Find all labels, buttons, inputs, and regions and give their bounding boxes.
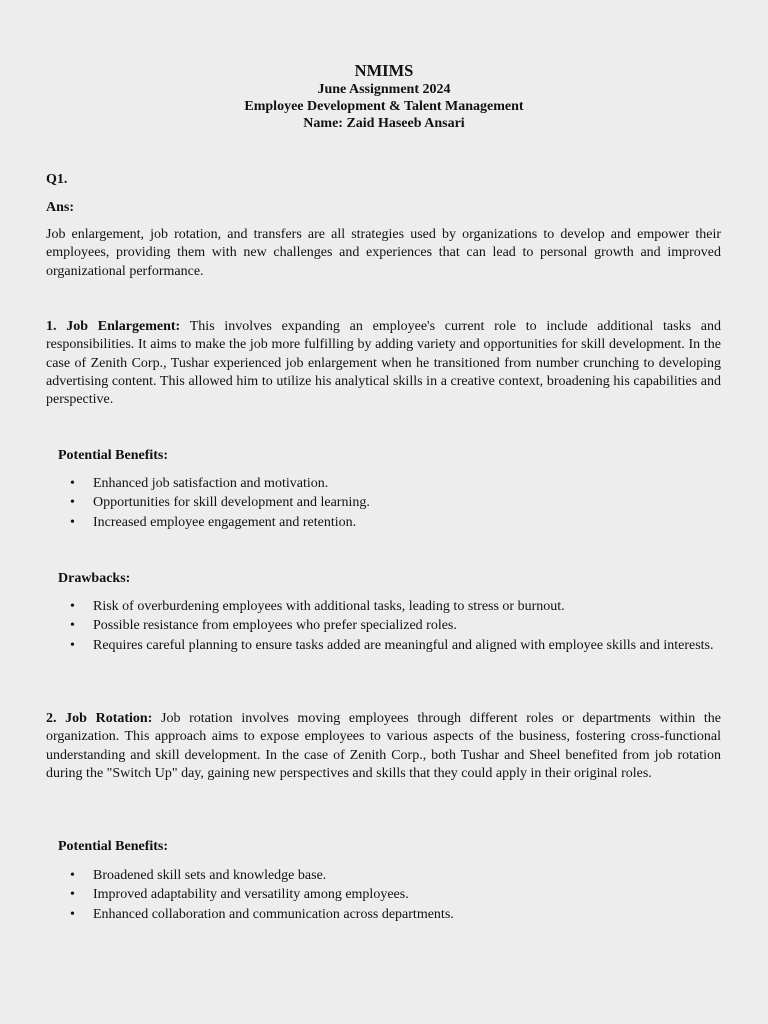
assignment-title: June Assignment 2024: [317, 82, 451, 97]
job-enlargement-body: This involves expanding an employee's current role to include additional tasks and responsibilities. It aims to make the job more fulfilling by adding variety and opportunities for skill development. In the case of Zenith Corp., Tushar experienced job enlargement when he transitioned from number crunching to developing advertising content. This allowed him to utilize his analytical skills in a creative context, broadening his capabilities and perspective.: [46, 319, 722, 408]
list-item: • Enhanced job satisfaction and motivation.: [0, 475, 722, 493]
bullet-icon: •: [70, 637, 75, 653]
job-enlargement-heading: 1. Job Enlargement:: [46, 319, 181, 334]
bullet-icon: •: [70, 476, 75, 491]
bullet-icon: •: [70, 514, 75, 530]
question-label: Q1.: [46, 172, 68, 187]
bullet-icon: •: [70, 887, 75, 903]
enlargement-drawbacks-heading: Drawbacks:: [58, 571, 131, 586]
list-item: • Improved adaptability and versatility among employees.: [0, 886, 722, 904]
list-item: • Risk of overburdening employees with additional tasks, leading to stress or burnout.: [0, 598, 722, 616]
list-item: • Possible resistance from employees who prefer specialized roles.: [0, 617, 722, 635]
enlargement-drawbacks-list: [0, 598, 722, 656]
bullet-icon: •: [70, 618, 75, 634]
list-item: • Opportunities for skill development and learning.: [0, 494, 722, 512]
enlargement-benefits-heading: Potential Benefits:: [58, 448, 169, 463]
intro-paragraph: Job enlargement, job rotation, and transfers are all strategies used by organizations to develop and empower their employees, providing them with new challenges and experiences that can lead to personal growth and improved organizational performance.: [46, 227, 721, 279]
job-rotation-heading: 2. Job Rotation:: [46, 711, 153, 726]
answer-label: Ans:: [46, 200, 75, 215]
bullet-icon: •: [70, 495, 75, 511]
list-item: • Increased employee engagement and retention.: [0, 514, 722, 532]
rotation-benefits-heading: Potential Benefits:: [58, 839, 169, 854]
job-enlargement-paragraph: [46, 318, 721, 409]
bullet-icon: •: [70, 868, 75, 883]
org-title: NMIMS: [354, 61, 414, 80]
subject-title: Employee Development & Talent Management: [244, 99, 524, 114]
document-header: [0, 61, 768, 132]
student-name: Name: Zaid Haseeb Ansari: [303, 116, 465, 131]
list-item: • Enhanced collaboration and communication across departments.: [0, 906, 722, 924]
list-item: • Broadened skill sets and knowledge base.: [0, 867, 722, 885]
bullet-icon: •: [70, 599, 75, 614]
job-rotation-body: Job rotation involves moving employees through different roles or departments within the organization. This approach aims to expose employees to various aspects of the business, fostering cross-functional understanding and skill development. In the case of Zenith Corp., both Tushar and Sheel benefited from job rotation during the "Switch Up" day, gaining new perspectives and skills that they could apply in their original roles.: [46, 711, 721, 781]
job-rotation-paragraph: [46, 710, 721, 783]
list-item: • Requires careful planning to ensure tasks added are meaningful and aligned with employee skills and interests.: [0, 637, 722, 655]
bullet-icon: •: [70, 906, 75, 922]
rotation-benefits-list: [0, 867, 722, 925]
enlargement-benefits-list: [0, 475, 722, 533]
